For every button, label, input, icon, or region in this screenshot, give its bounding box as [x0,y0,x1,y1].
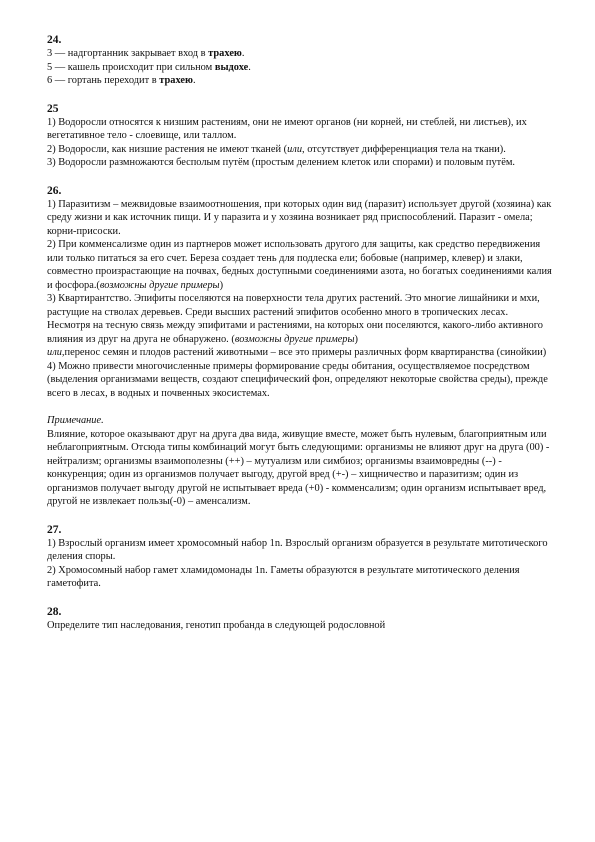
answer-25-item-1: 1) Водоросли относятся к низшим растениям, они не имеют органов (ни корней, ни стеблей, ни листьев), их вегетативное тело - слоевище, или таллом. [47,116,527,141]
bold-term: выдохе [214,61,249,73]
answer-24 [47,33,552,88]
answer-25 [47,102,552,170]
answer-28 [47,605,552,633]
answer-27 [47,523,552,591]
bold-term: трахею [208,48,242,59]
text: ) [354,333,359,345]
question-number-28: 28. [47,605,62,618]
question-28-text: Определите тип наследования, генотип пробанда в следующей родословной [47,619,386,631]
answer-27-item-1: 1) Взрослый организм имеет хромосомный набор 1n. Взрослый организм образуется в результате митотического деления споры. [47,537,548,562]
question-number-25: 25 [47,102,59,115]
answer-26-item-2 [47,238,552,292]
question-number-27: 27. [47,523,62,536]
answer-26-item-1: 1) Паразитизм – межвидовые взаимоотношения, при которых один вид (паразит) использует другой (хозяина) как среду жизни и как источник пищи. И у паразита и у хозяина возникает ряд приспособлений. Паразит - омела; корни-присоски. [47,198,552,237]
answer-26-item-3 [47,292,552,346]
answer-25-item-2 [47,143,552,157]
text: 6 — гортань переходит в [47,75,160,86]
note-text: Влияние, которое оказывают друг на друга два вида, живущие вместе, может быть нулевым, благоприятным или неблагоприятным. Отсюда типы комбинаций могут быть следующими: организмы не влияют друг на друга (00) - нейтрализм; организмы взаимополезны (++) – мутуализм или симбиоз; организмы взаимовредны (--) - конкуренция; один из организмов получает выгоду, другой вред (+-) – хищничество и паразитизм; один из организмов получает выгоду другой не испытывает вреда (+0) - комменсализм; один организм испытывает вред, другой не извлекает пользы(-0) – аменсализм. [47,428,550,507]
text: перенос семян и плодов растений животными – все это примеры различных форм квартиранства (синойкии) [64,347,547,358]
text: 2) Водоросли, как низшие растения не имеют тканей ( [47,143,288,155]
question-number-26: 26. [47,184,62,197]
note-title [47,414,552,428]
text: 3) Квартирантство. Эпифиты поселяются на поверхности тела других растений. Это многие лишайники и мхи, растущие на стволах деревьев. Среди высших растений эпифитов особенно много в тропических лесах. Несмотря на тесную связь между эпифитами и растениями, на которых они поселяются, какого-либо активного влияния из друг на друга не обнаружено. ( [47,293,543,345]
text: ) [219,279,224,291]
bold-term: трахею [159,75,193,86]
text: . [241,48,245,59]
italic-text: Примечание. [47,415,104,426]
text: . [248,61,251,73]
italic-text: или, [47,347,65,358]
italic-text: возможны другие примеры [99,279,220,291]
question-number-24: 24. [47,34,62,46]
answer-24-line-1 [47,47,552,61]
text: 2) При комменсализме один из партнеров может использовать другого для защиты, как средство передвижения или только питаться за его счет. Береза создает тень для подлеска ели; бобовые (например, клевер) и злаки, совместно произрастающие на почвах, бедных доступными соединениями азота, но богатых соединениями калия и фосфора.( [47,239,552,291]
italic-text: или [287,143,303,155]
answer-24-line-3 [47,74,552,88]
answer-26-item-4: 4) Можно привести многочисленные примеры формирование среды обитания, осуществляемое посредством (выделения организмами веществ, создают специфический фон, определяют некоторые свойства среды), прежде всего в лесах, в водных и почвенных экосистемах. [47,360,548,399]
italic-text: возможны другие примеры [234,333,355,345]
text: , отсутствует дифференциация тела на ткани). [302,143,506,155]
text: 3 — надгортанник закрывает вход в [47,48,209,59]
text: 5 — кашель происходит при сильном [47,61,215,73]
answer-27-item-2: 2) Хромосомный набор гамет хламидомонады 1n. Гаметы образуются в результате митотического деления гаметофита. [47,564,520,589]
answer-24-line-2 [47,61,552,75]
document-page [47,33,552,632]
text: . [192,75,196,86]
answer-26 [47,184,552,401]
answer-25-item-3: 3) Водоросли размножаются бесполым путём (простым делением клеток или спорами) и половым путём. [47,157,515,168]
note-block [47,414,552,509]
answer-26-item-3-alt [47,346,552,360]
